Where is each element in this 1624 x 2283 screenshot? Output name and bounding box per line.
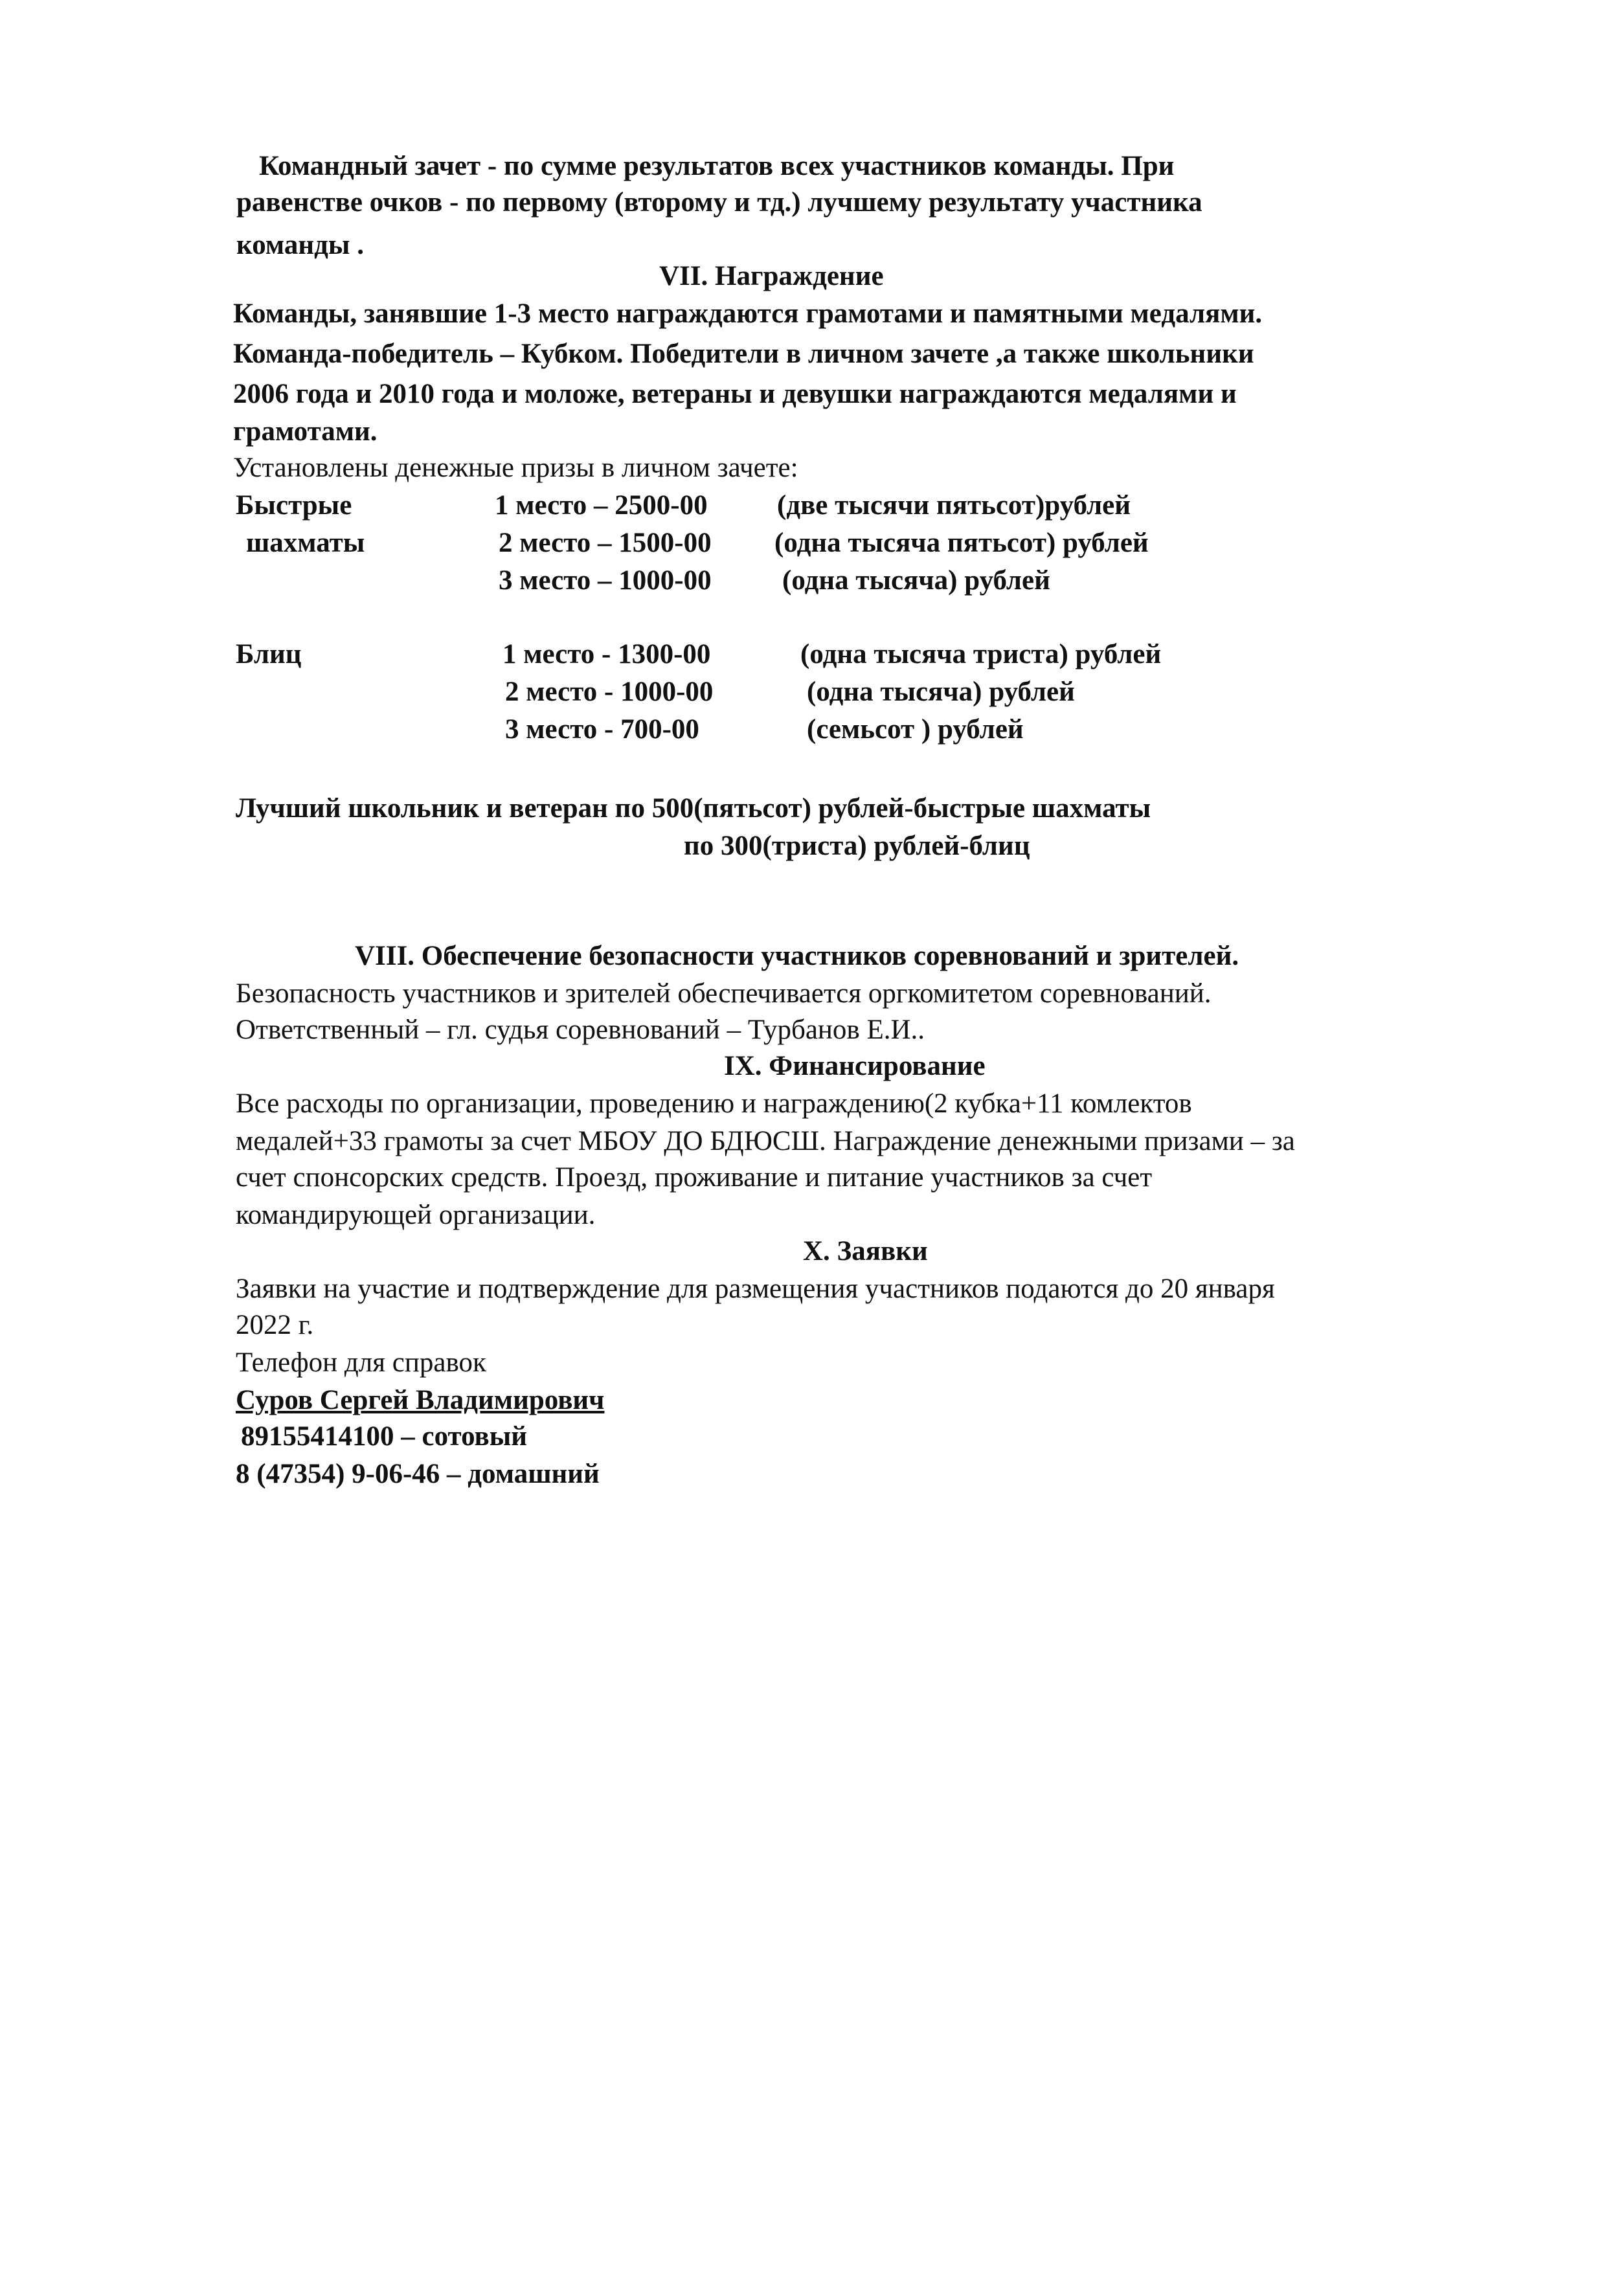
rapid-place-2: 2 место – 1500-00 <box>499 528 712 558</box>
blitz-words-1: (одна тысяча триста) рублей <box>800 639 1162 669</box>
rapid-place-3: 3 место – 1000-00 <box>499 565 712 596</box>
blitz-label: Блиц <box>236 639 302 669</box>
finance-line-3: счет спонсорских средств. Проезд, проживание и питание участников за счет <box>236 1162 1153 1193</box>
rapid-place-1: 1 место – 2500-00 <box>495 490 708 521</box>
rapid-label-1: Быстрые <box>236 490 352 521</box>
blitz-words-3: (семьсот ) рублей <box>807 714 1024 745</box>
applications-line-2: 2022 г. <box>236 1310 314 1340</box>
home-phone: 8 (47354) 9-06-46 – домашний <box>236 1459 600 1489</box>
mobile-phone: 89155414100 – сотовый <box>241 1421 528 1452</box>
applications-line-1: Заявки на участие и подтверждение для размещения участников подаются до 20 января <box>236 1274 1275 1304</box>
awards-line-2: Команда-победитель – Кубком. Победители в личном зачете ,а также школьники <box>233 339 1254 369</box>
awards-line-3: 2006 года и 2010 года и моложе, ветераны и девушки награждаются медалями и <box>233 379 1237 409</box>
rapid-words-2: (одна тысяча пятьсот) рублей <box>774 528 1149 558</box>
safety-heading: VIII. Обеспечение безопасности участников соревнований и зрителей. <box>355 941 1239 971</box>
awards-line-4: грамотами. <box>233 416 378 447</box>
blitz-place-1: 1 место - 1300-00 <box>502 639 711 669</box>
awards-line-1: Команды, занявшие 1-3 место награждаются грамотами и памятными медалями. <box>233 298 1263 329</box>
blitz-place-2: 2 место - 1000-00 <box>505 677 714 707</box>
contact-name: Суров Сергей Владимирович <box>236 1385 605 1415</box>
blitz-words-2: (одна тысяча) рублей <box>807 677 1075 707</box>
awards-heading: VII. Награждение <box>659 261 884 291</box>
rapid-words-3: (одна тысяча) рублей <box>782 565 1050 596</box>
scoring-line-1: Командный зачет - по сумме результатов всех участников команды. При <box>259 151 1175 181</box>
blitz-place-3: 3 место - 700-00 <box>505 714 699 745</box>
scoring-line-2: равенстве очков - по первому (второму и тд.) лучшему результату участника <box>236 187 1202 218</box>
best-prize-line-2: по 300(триста) рублей-блиц <box>684 831 1030 861</box>
rapid-words-1: (две тысячи пятьсот)рублей <box>777 490 1131 521</box>
rapid-label-2: шахматы <box>246 528 365 558</box>
applications-heading: X. Заявки <box>803 1236 928 1266</box>
finance-line-1: Все расходы по организации, проведению и награждению(2 кубка+11 комлектов <box>236 1088 1192 1119</box>
scoring-line-3: команды . <box>236 230 364 260</box>
best-prize-line-1: Лучший школьник и ветеран по 500(пятьсот) рублей-быстрые шахматы <box>236 793 1151 824</box>
finance-line-2: медалей+33 грамоты за счет МБОУ ДО БДЮСШ. Награждение денежными призами – за <box>236 1126 1295 1156</box>
phone-label: Телефон для справок <box>236 1347 486 1378</box>
finance-heading: IX. Финансирование <box>724 1051 986 1081</box>
safety-line-1: Безопасность участников и зрителей обеспечивается оргкомитетом соревнований. <box>236 978 1212 1009</box>
finance-line-4: командирующей организации. <box>236 1200 596 1230</box>
cash-prizes-intro: Установлены денежные призы в личном зачете: <box>233 453 798 483</box>
safety-line-2: Ответственный – гл. судья соревнований – Турбанов Е.И.. <box>236 1015 925 1045</box>
